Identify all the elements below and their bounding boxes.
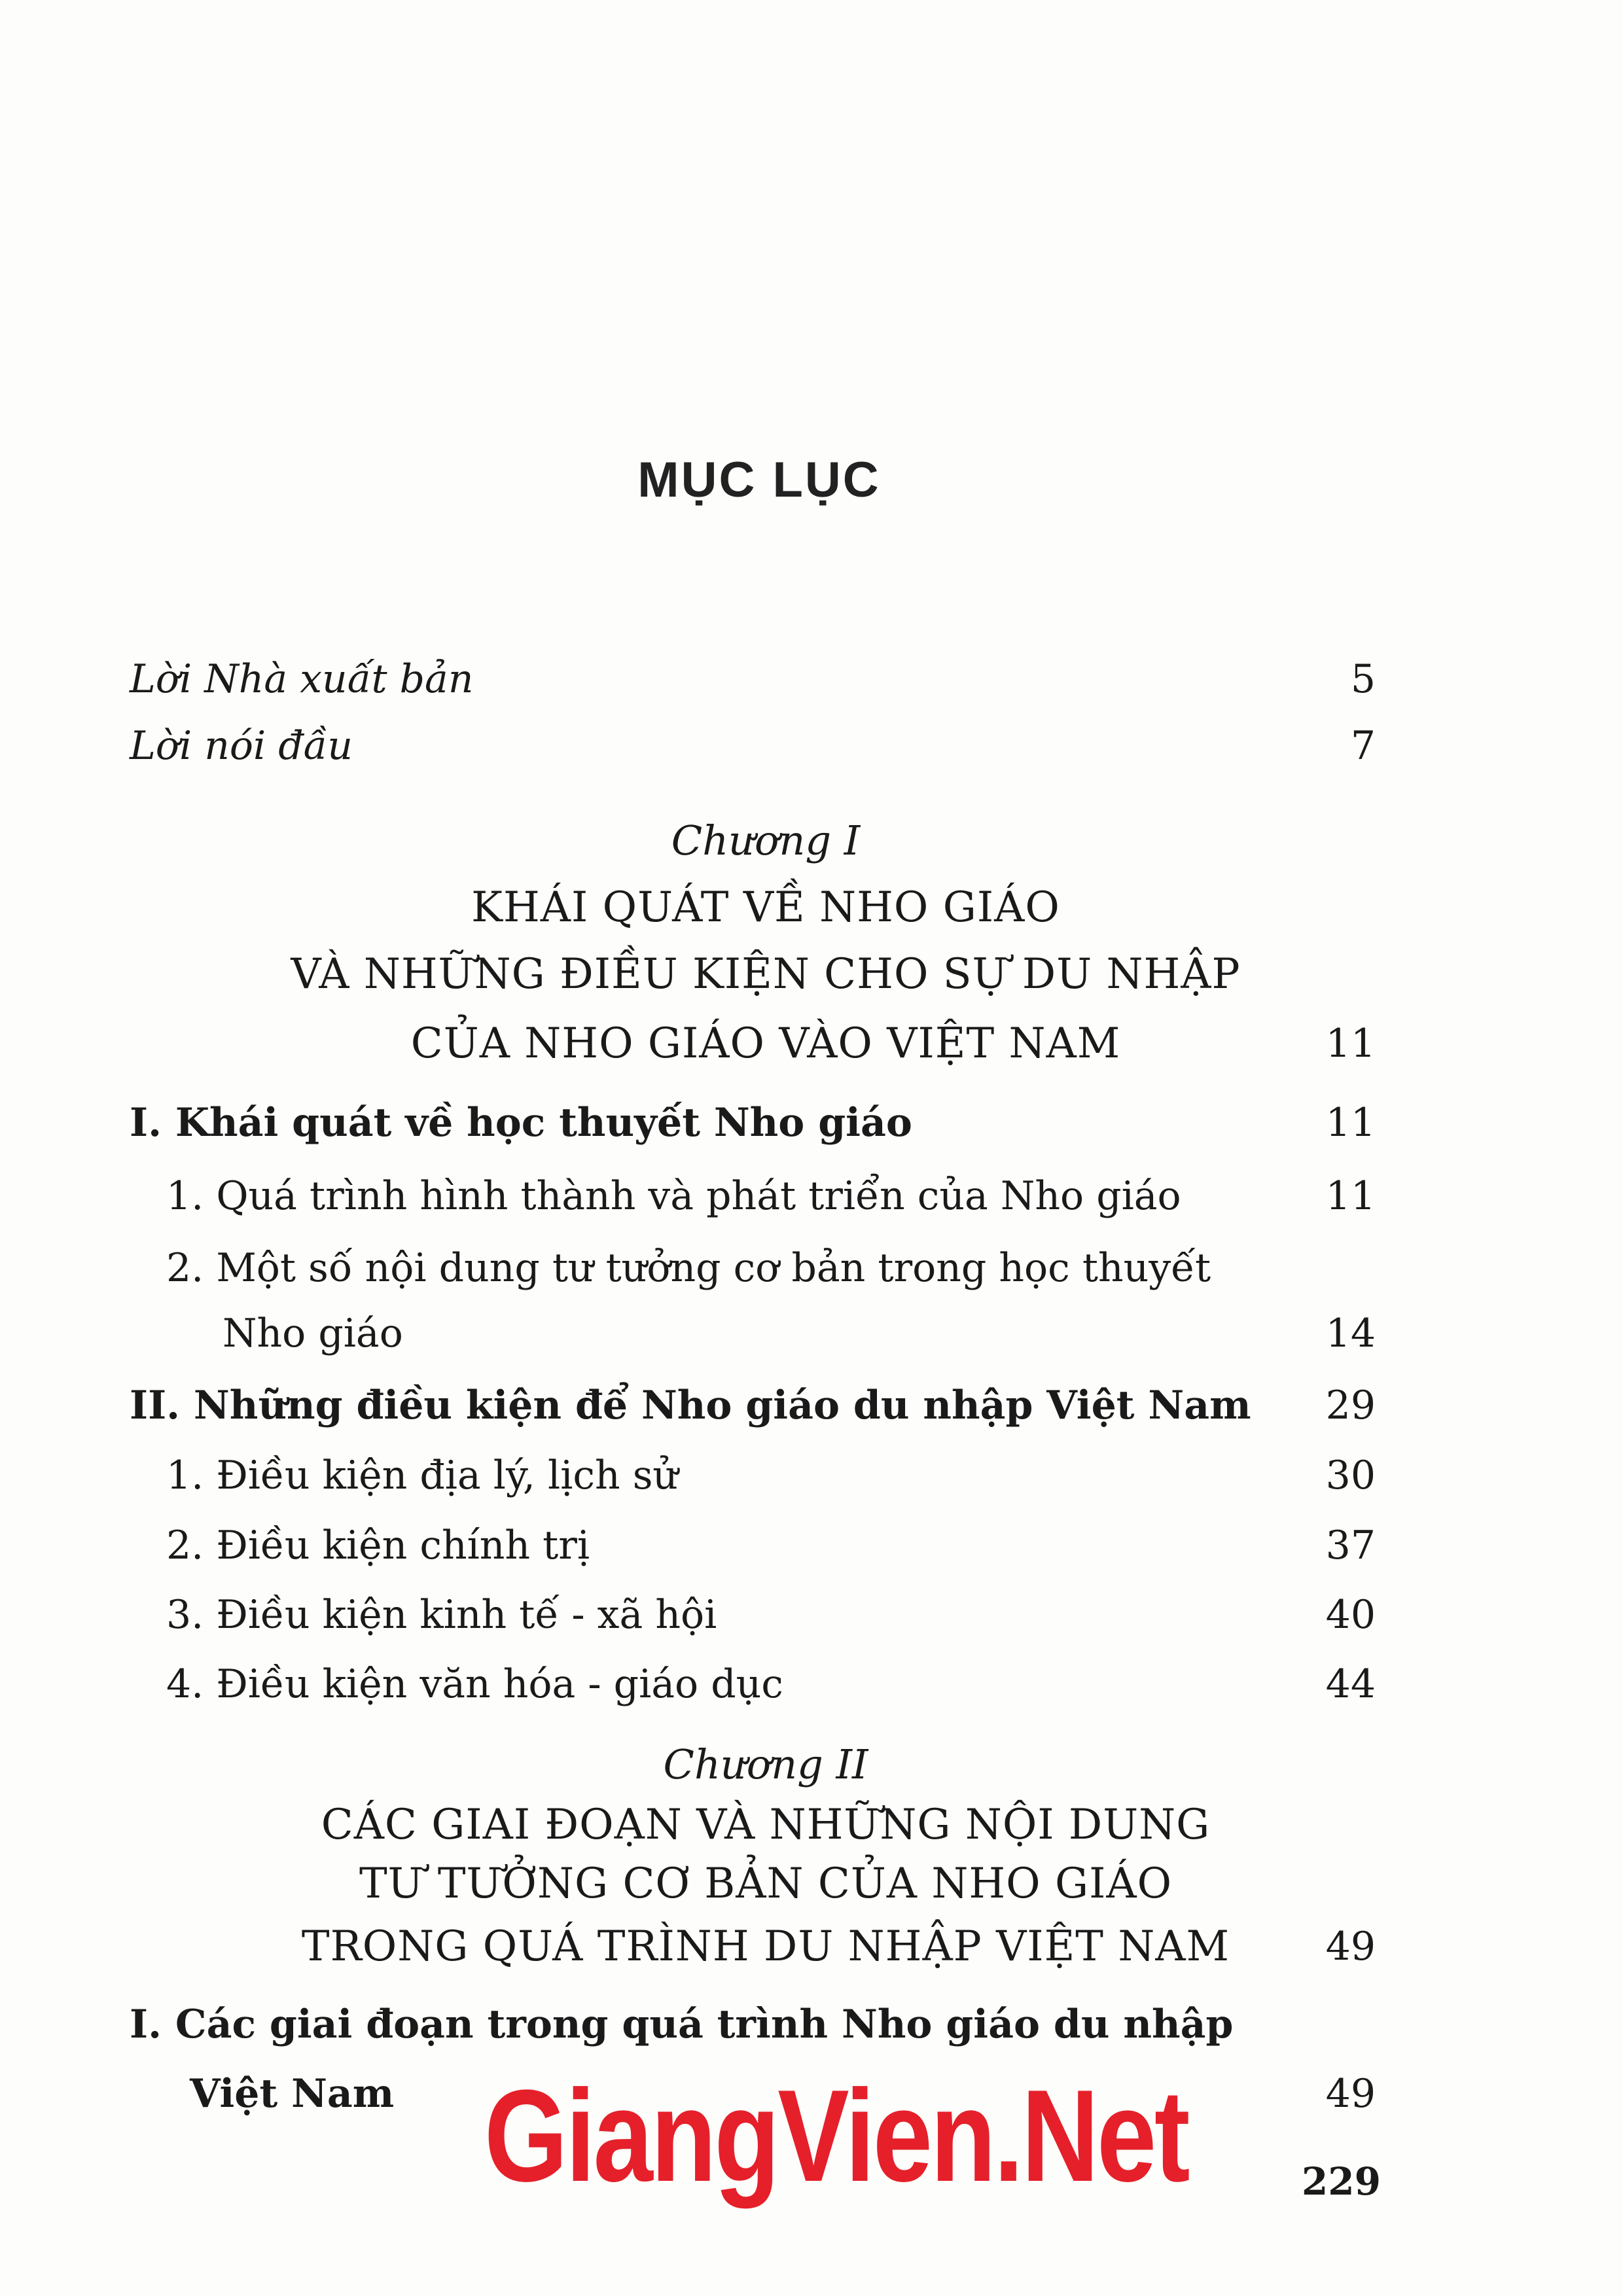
item-page: 30 <box>1325 1453 1376 1498</box>
entry-label: Lời Nhà xuất bản <box>130 656 474 702</box>
item-label: 2. Điều kiện chính trị <box>166 1523 590 1568</box>
section-label: I. Khái quát về học thuyết Nho giáo <box>130 1100 912 1146</box>
chapter-2-title-line: TƯ TƯỞNG CƠ BẢN CỦA NHO GIÁO <box>359 1860 1173 1908</box>
chapter-2-title-line: CÁC GIAI ĐOẠN VÀ NHỮNG NỘI DUNG <box>321 1801 1211 1849</box>
section-label: Việt Nam <box>190 2071 395 2117</box>
entry-page: 7 <box>1350 723 1376 769</box>
section-page: 29 <box>1325 1383 1376 1428</box>
section-page: 11 <box>1325 1100 1376 1146</box>
item-label: 2. Một số nội dung tư tưởng cơ bản trong học thuyết <box>166 1245 1211 1291</box>
chapter-1-label: Chương I <box>671 817 861 864</box>
item-page: 11 <box>1325 1173 1376 1219</box>
item-page: 44 <box>1325 1661 1376 1707</box>
page-number: 229 <box>1301 2159 1381 2204</box>
section-label: I. Các giai đoạn trong quá trình Nho giáo du nhập <box>130 2002 1234 2047</box>
section-label: II. Những điều kiện để Nho giáo du nhập Việt Nam <box>130 1383 1251 1428</box>
item-page: 14 <box>1325 1311 1376 1356</box>
item-label: 1. Quá trình hình thành và phát triển của Nho giáo <box>166 1173 1181 1219</box>
item-label: 3. Điều kiện kinh tế - xã hội <box>166 1592 717 1638</box>
item-label: Nho giáo <box>223 1311 403 1356</box>
entry-label: Lời nói đầu <box>130 723 353 769</box>
chapter-1-page: 11 <box>1325 1021 1376 1067</box>
section-page: 49 <box>1325 2071 1376 2117</box>
watermark-text: GiangVien.Net <box>484 2063 1188 2209</box>
chapter-2-page: 49 <box>1325 1924 1376 1969</box>
chapter-2-title-line: TRONG QUÁ TRÌNH DU NHẬP VIỆT NAM <box>301 1922 1230 1971</box>
entry-page: 5 <box>1350 656 1376 702</box>
item-page: 37 <box>1325 1523 1376 1568</box>
item-label: 1. Điều kiện địa lý, lịch sử <box>166 1453 679 1498</box>
page-title: MỤC LỤC <box>637 452 881 508</box>
chapter-1-title-line: VÀ NHỮNG ĐIỀU KIỆN CHO SỰ DU NHẬP <box>291 950 1241 998</box>
chapter-1-title-line: CỦA NHO GIÁO VÀO VIỆT NAM <box>410 1019 1121 1068</box>
chapter-1-title-line: KHÁI QUÁT VỀ NHO GIÁO <box>471 883 1060 932</box>
chapter-2-label: Chương II <box>663 1740 868 1788</box>
item-label: 4. Điều kiện văn hóa - giáo dục <box>166 1661 783 1707</box>
item-page: 40 <box>1325 1592 1376 1638</box>
